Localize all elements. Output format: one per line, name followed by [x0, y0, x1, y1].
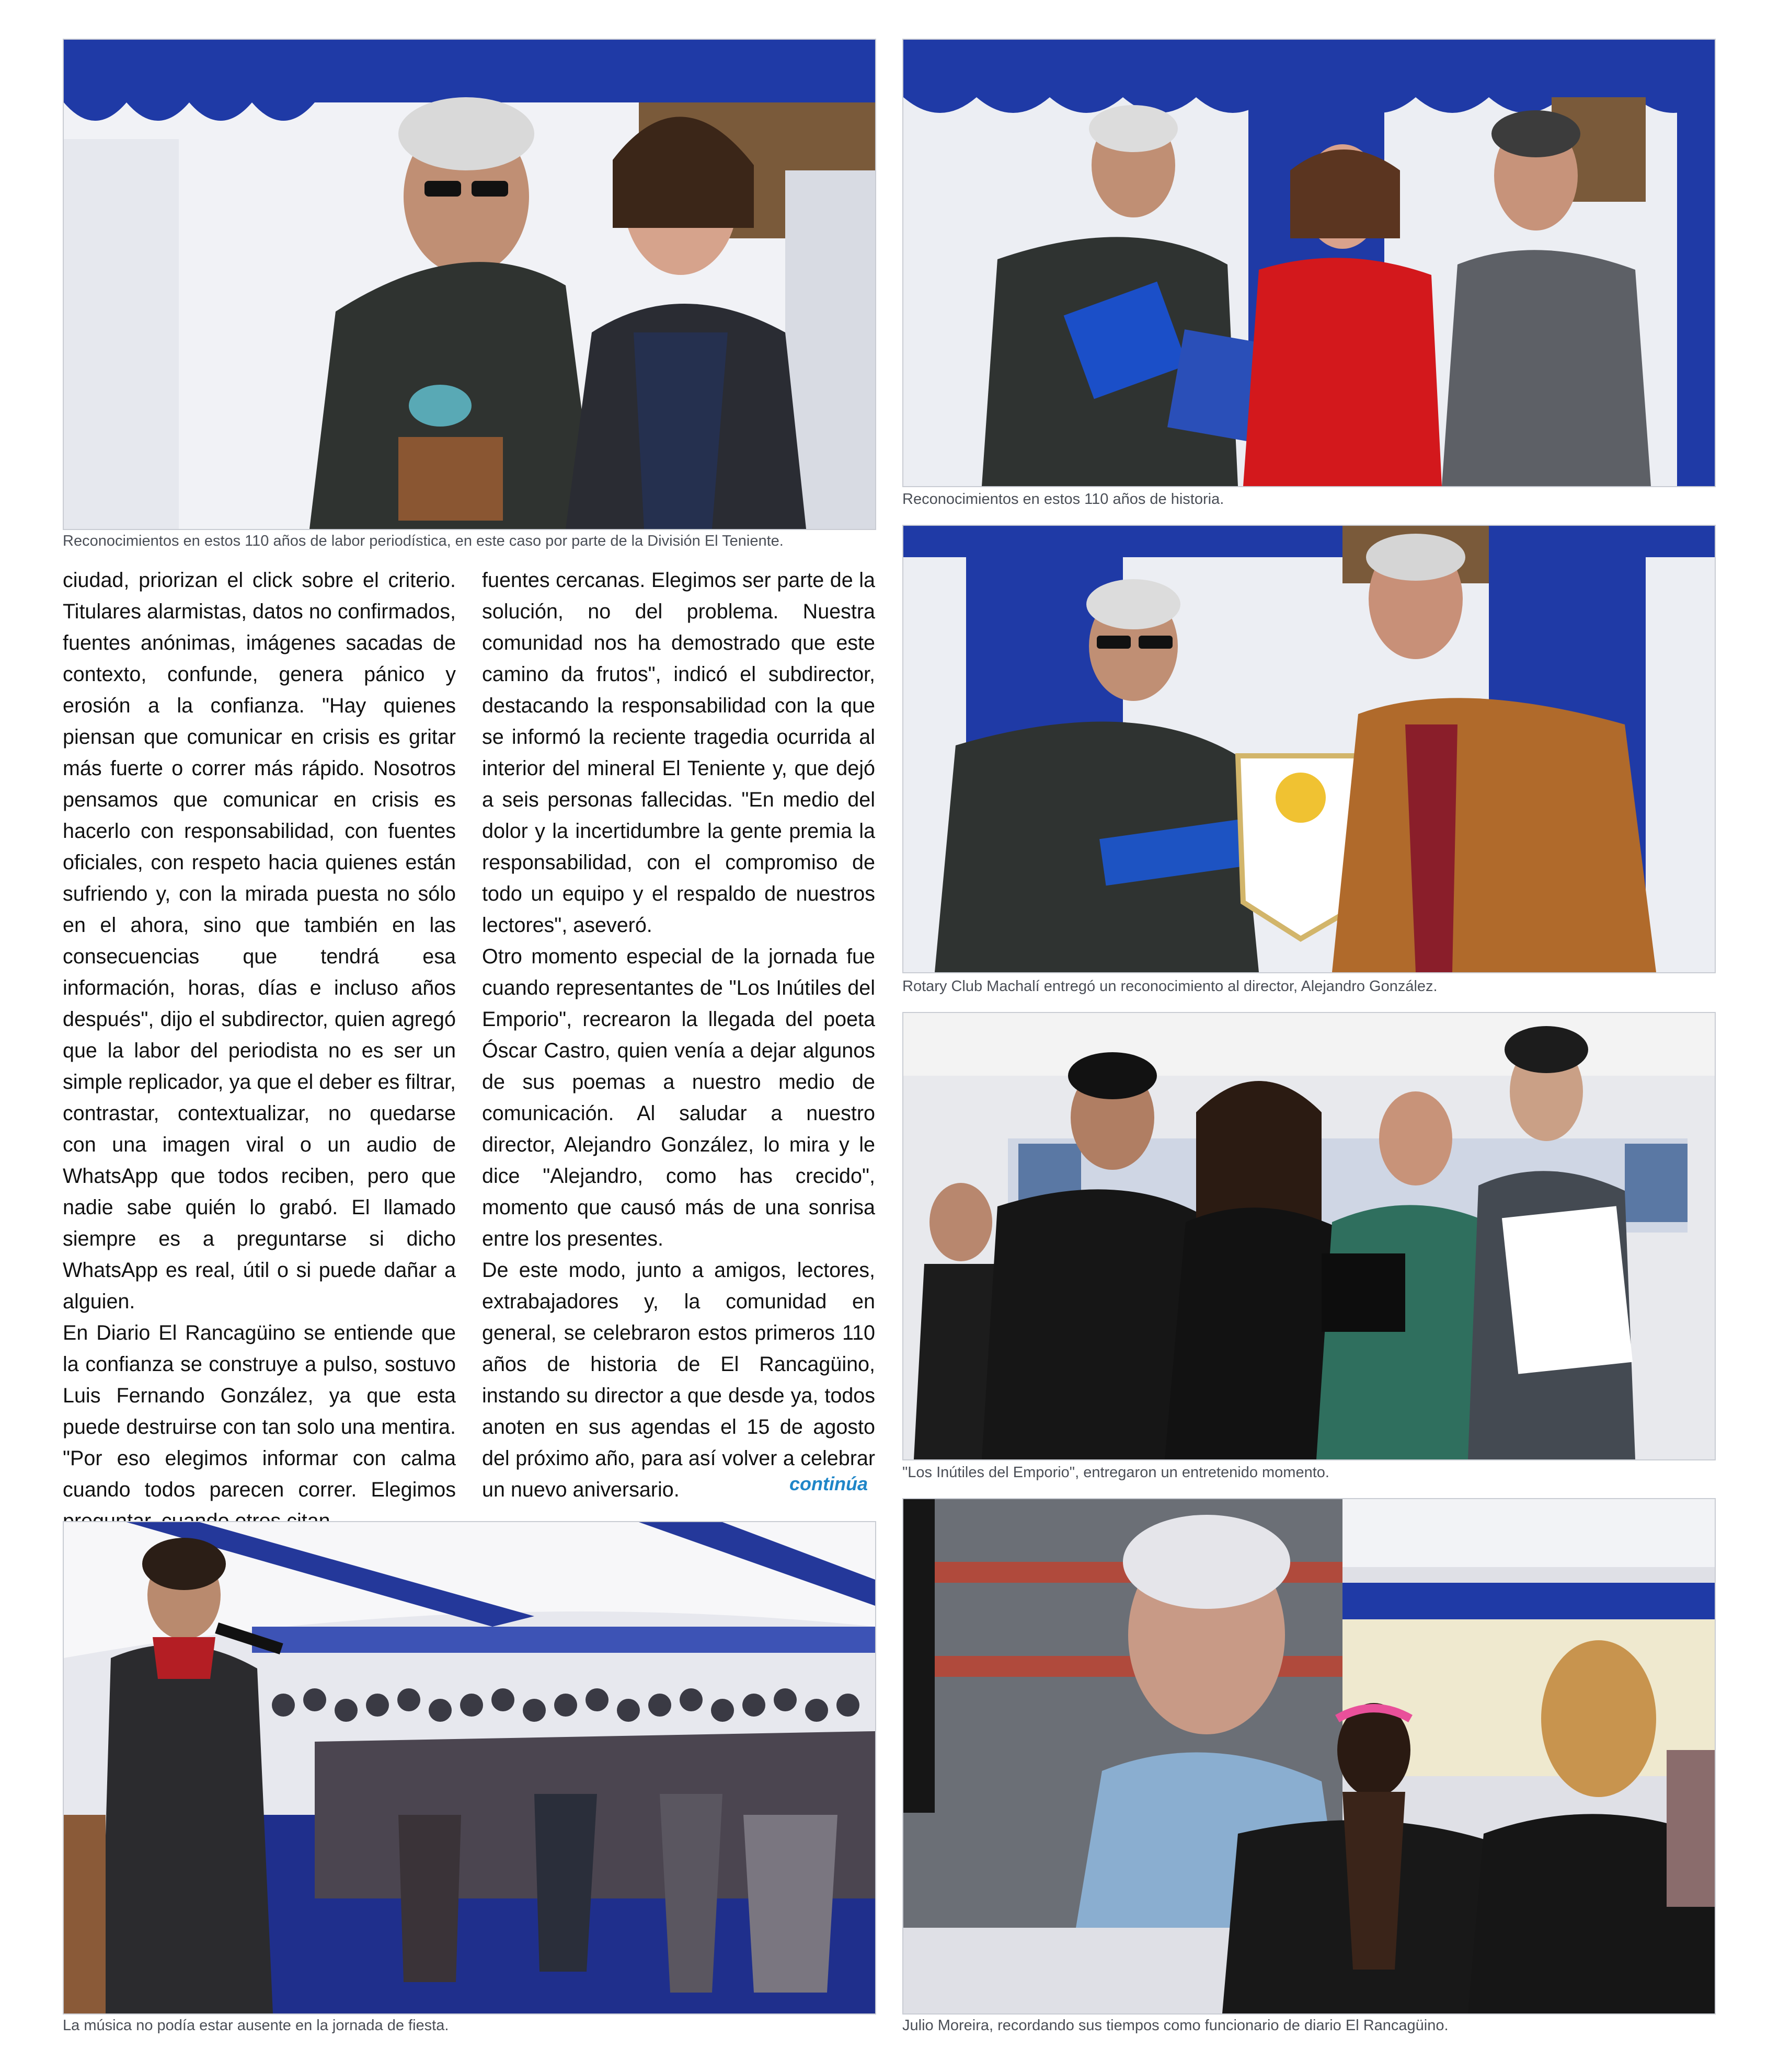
article-paragraph: ciudad, priorizan el click sobre el criterio. Titulares alarmistas, datos no confirmados, fuentes anónimas, imágenes sacadas de contexto, confunde, genera pánico y erosión a la confianza. "Hay quienes piensan que comunicar en crisis es gritar más fuerte o correr más rápido. Nosotros pensamos que comunicar en crisis es hacerlo con responsabilidad, con fuentes oficiales, con respeto hacia quienes están sufriendo y, con la mirada puesta no sólo en el ahora, sino que también en las consecuencias que tendrá esa información, horas, días e incluso años después", dijo el subdirector, quien agregó que la labor del periodista no es ser un simple replicador, ya que el deber es filtrar, contrastar, contextualizar, no quedarse con una imagen viral o un audio de WhatsApp que todos reciben, pero que nadie sabe quién lo grabó. El llamado siempre es a preguntarse si dicho WhatsApp es real, útil o si puede dañar a alguien. [63, 569, 456, 1313]
photo-rotary-club-machali [902, 525, 1716, 973]
photo-caption: Rotary Club Machalí entregó un reconocimiento al director, Alejandro González. [902, 978, 1438, 995]
photo-caption: La música no podía estar ausente en la jornada de fiesta. [63, 2017, 449, 2034]
photo-reconocimientos-110-anos [902, 39, 1716, 487]
article-paragraph: De este modo, junto a amigos, lectores, extrabajadores y, la comunidad en general, se celebraron estos primeros 110 años de historia de El Rancagüino, instando su director a que desde ya, todos anoten en sus agendas el 15 de agosto del próximo año, para así volver a celebrar un nuevo aniversario. [482, 1259, 875, 1501]
article-paragraph: fuentes cercanas. Elegimos ser parte de la solución, no del problema. Nuestra comunidad nos ha demostrado que este camino da frutos", indicó el subdirector, destacando la responsabilidad con la que se informó la reciente tragedia ocurrida al interior del mineral El Teniente y, que dejó a seis personas fallecidas. "En medio del dolor y la incertidumbre la gente premia la responsabilidad, con el compromiso de todo un equipo y el respaldo de nuestros lectores", aseveró. [482, 569, 875, 937]
article-left-column [63, 565, 456, 1537]
photo-caption: Reconocimientos en estos 110 años de historia. [902, 491, 1224, 508]
photo-julio-moreira [902, 1498, 1716, 2015]
article-right-column [482, 565, 875, 1505]
article-paragraph: En Diario El Rancagüino se entiende que la confianza se construye a pulso, sostuvo Luis Fernando González, ya que esta puede destruirse con tan solo una mentira. "Por eso elegimos informar con calma cuando todos parecen correr. Elegimos [63, 1321, 456, 1501]
photo-caption: Julio Moreira, recordando sus tiempos como funcionario de diario El Rancagüino. [902, 2017, 1449, 2034]
photo-caption: Reconocimientos en estos 110 años de labor periodística, en este caso por parte de la División El Teniente. [63, 533, 784, 549]
continues-marker: continúa [789, 1473, 868, 1494]
photo-division-el-teniente [63, 39, 876, 530]
article-paragraph: Otro momento especial de la jornada fue cuando representantes de "Los Inútiles del Emporio", recrearon la llegada del poeta Óscar Castro, quien venía a dejar algunos de sus poemas a nuestro medio de comunicación. Al saludar a nuestro director, Alejandro González, lo mira y le dice "Alejandro, como has crecido", momento que causó más de una sonrisa entre los presentes. [482, 945, 875, 1250]
photo-caption: "Los Inútiles del Emporio", entregaron un entretenido momento. [902, 1464, 1329, 1481]
photo-musica [63, 1521, 876, 2015]
photo-los-inutiles-del-emporio [902, 1012, 1716, 1460]
